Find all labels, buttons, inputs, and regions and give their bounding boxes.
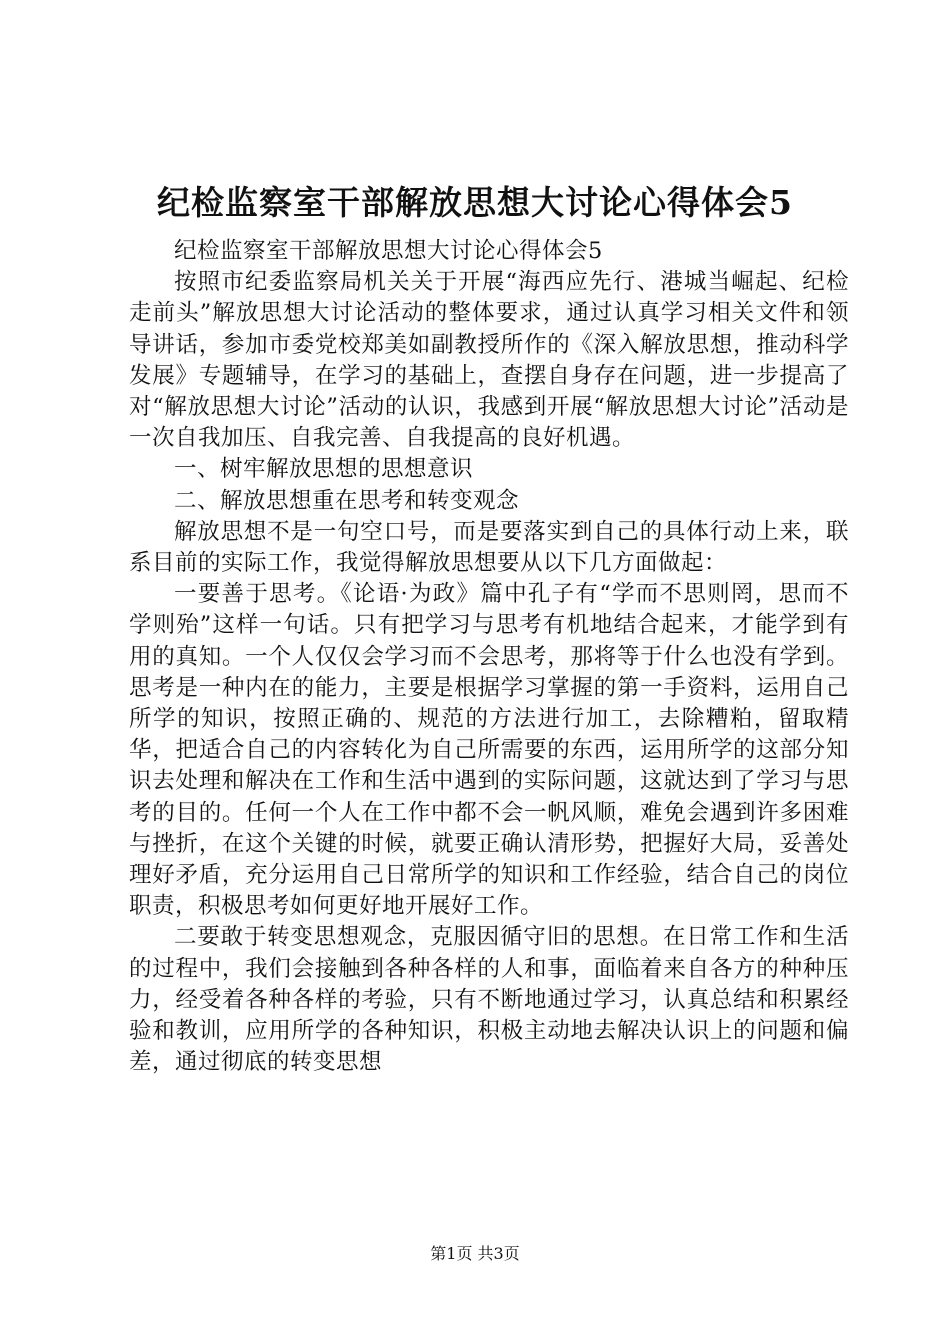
- page-footer: 第1页 共3页: [430, 1244, 520, 1263]
- paragraph-subtitle: 纪检监察室干部解放思想大讨论心得体会5: [174, 238, 603, 264]
- document-title: 纪检监察室干部解放思想大讨论心得体会5: [157, 183, 793, 222]
- paragraph-body: 二要敢于转变思想观念，克服因循守旧的思想。在日常工作和生活的过程中，我们会接触到各种各样的人和事，面临着来自各方的种种压力，经受着各种各样的考验，只有不断地通过学习，认真总结和积累经验和教训，应用所学的各种知识，积极主动地去解决认识上的问题和偏差，通过彻底的转变思想: [129, 924, 849, 1076]
- section-heading-2: 二、解放思想重在思考和转变观念: [174, 487, 520, 514]
- paragraph-body: 解放思想不是一句空口号，而是要落实到自己的具体行动上来，联系目前的实际工作，我觉得解放思想要从以下几方面做起：: [129, 518, 849, 577]
- paragraph-body: 一要善于思考。《论语·为政》篇中孔子有“学而不思则罔，思而不学则殆”这样一句话。只有把学习与思考有机地结合起来，才能学到有用的真知。一个人仅仅会学习而不会思考，那将等于什么也没有学到。思考是一种内在的能力，主要是根据学习掌握的第一手资料，运用自己所学的知识，按照正确的、规范的方法进行加工，去除糟粕，留取精华，把适合自己的内容转化为自己所需要的东西，运用所学的这部分知识去处理和解决在工作和生活中遇到的实际问题，这就达到了学习与思考的目的。任何一个人在工作中都不会一帆风顺，难免会遇到许多困难与挫折，在这个关键的时候，就要正确认清形势，把握好大局，妥善处理好矛盾，充分运用自己日常所学的知识和工作经验，结合自己的岗位职责，积极思考如何更好地开展好工作。: [129, 581, 849, 920]
- document-body: [129, 236, 849, 1078]
- paragraph-intro: 按照市纪委监察局机关关于开展“海西应先行、港城当崛起、纪检走前头”解放思想大讨论活动的整体要求，通过认真学习相关文件和领导讲话，参加市委党校郑美如副教授所作的《深入解放思想，推动科学发展》专题辅导，在学习的基础上，查摆自身存在问题，进一步提高了对“解放思想大讨论”活动的认识，我感到开展“解放思想大讨论”活动是一次自我加压、自我完善、自我提高的良好机遇。: [129, 269, 849, 452]
- section-heading-1: 一、树牢解放思想的思想意识: [174, 456, 474, 483]
